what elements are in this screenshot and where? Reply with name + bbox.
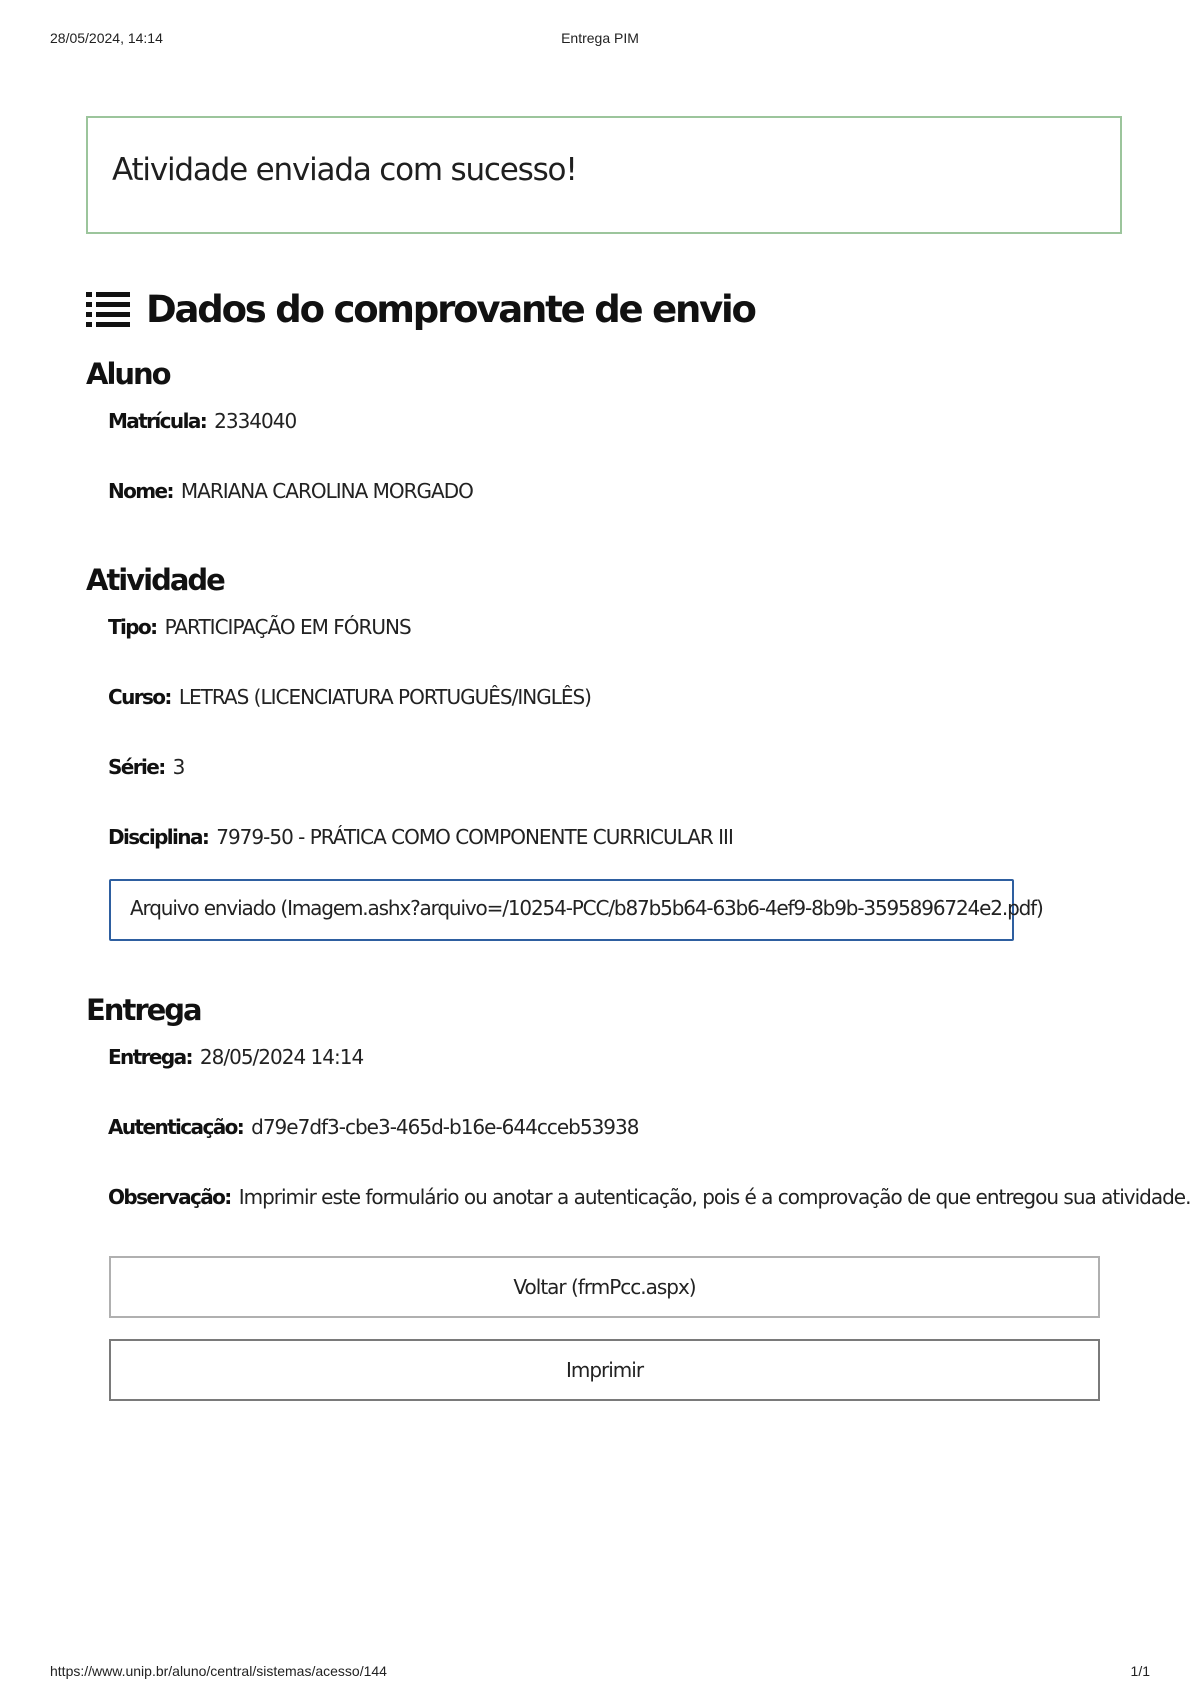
disciplina-field (108, 825, 1122, 849)
print-datetime: 28/05/2024, 14:14 (50, 30, 163, 46)
autenticacao-value: d79e7df3-cbe3-465d-b16e-644cceb53938 (251, 1115, 639, 1139)
section-title-text: Dados do comprovante de envio (146, 287, 755, 331)
print-footer (50, 1663, 1150, 1683)
print-page-number: 1/1 (1130, 1663, 1150, 1679)
entrega-heading: Entrega (86, 993, 201, 1027)
nome-value: MARIANA CAROLINA MORGADO (180, 479, 473, 503)
observacao-value: Imprimir este formulário ou anotar a autenticação, pois é a comprovação de que entregou sua atividade. (238, 1185, 1191, 1209)
curso-field (108, 685, 1122, 709)
success-message: Atividade enviada com sucesso! (112, 152, 577, 188)
print-page-title: Entrega PIM (561, 30, 639, 46)
nome-label: Nome: (108, 479, 173, 503)
uploaded-file-link[interactable]: Arquivo enviado (Imagem.ashx?arquivo=/10254-PCC/b87b5b64-63b6-4ef9-8b9b-3595896724e2.pdf) (109, 879, 1014, 941)
nome-field (108, 479, 1122, 503)
section-title (86, 284, 1122, 334)
tipo-value: PARTICIPAÇÃO EM FÓRUNS (164, 615, 411, 639)
observacao-label: Observação: (108, 1185, 231, 1209)
main-content (86, 116, 1191, 1401)
aluno-heading: Aluno (86, 357, 170, 391)
tipo-label: Tipo: (108, 615, 157, 639)
tipo-field (108, 615, 1122, 639)
print-header (50, 30, 1150, 50)
back-button[interactable]: Voltar (frmPcc.aspx) (109, 1256, 1100, 1318)
serie-field (108, 755, 1122, 779)
matricula-field (108, 409, 1122, 433)
matricula-value: 2334040 (214, 409, 297, 433)
disciplina-value: 7979-50 - PRÁTICA COMO COMPONENTE CURRICULAR III (216, 825, 733, 849)
print-button[interactable]: Imprimir (109, 1339, 1100, 1401)
success-alert (86, 116, 1122, 234)
curso-label: Curso: (108, 685, 171, 709)
autenticacao-label: Autenticação: (108, 1115, 244, 1139)
autenticacao-field (108, 1115, 1122, 1139)
serie-label: Série: (108, 755, 165, 779)
entrega-field (108, 1045, 1122, 1069)
entrega-label: Entrega: (108, 1045, 192, 1069)
matricula-label: Matrícula: (108, 409, 207, 433)
curso-value: LETRAS (LICENCIATURA PORTUGUÊS/INGLÊS) (178, 685, 591, 709)
entrega-value: 28/05/2024 14:14 (199, 1045, 364, 1069)
print-url: https://www.unip.br/aluno/central/sistemas/acesso/144 (50, 1663, 387, 1679)
list-icon (86, 290, 132, 328)
serie-value: 3 (172, 755, 185, 779)
observacao-field (108, 1185, 1191, 1209)
atividade-heading: Atividade (86, 563, 224, 597)
disciplina-label: Disciplina: (108, 825, 209, 849)
